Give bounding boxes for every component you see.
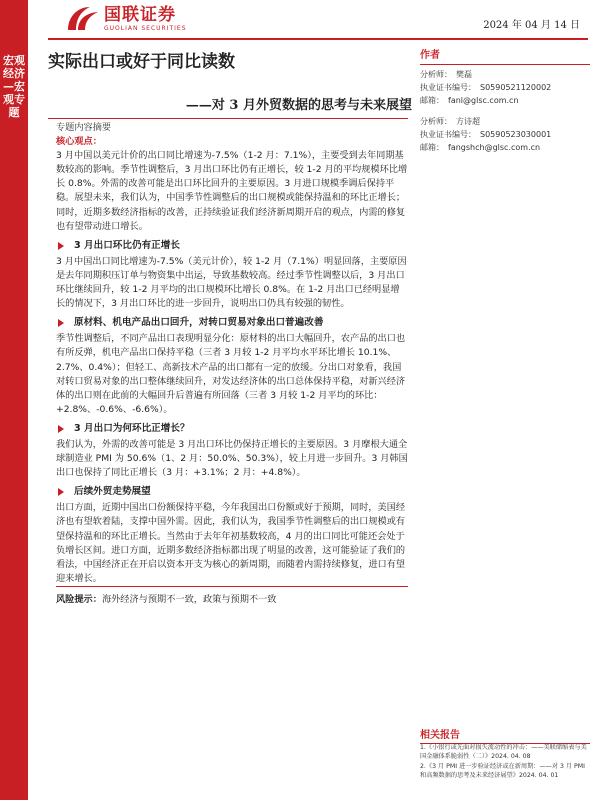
core-view-paragraph: 3 月中国以美元计价的出口同比增速为-7.5%（1-2 月：7.1%），主要受到去年同期基数较高的影响。季节性调整后，3 月出口环比仍有正增长，较 1-2 月的平均规模环比增长 0.8%。外需的改善可能是出口环比回升的主要原因。3 月进口规模季调后保持平稳。展望未来，我们认为，中国季节性调整后的出口规模或能保持温和的环比正增长；同时，近期多数经济指标的改善，正持续验证我们经济新周期开启的观点，内需的修复也有望带动进口增长。 [56, 150, 408, 232]
triangle-bullet-icon [58, 488, 64, 496]
section-heading [56, 316, 408, 330]
section-heading-text: 原材料、机电产品出口回升，对转口贸易对象出口普遍改善 [74, 317, 324, 329]
cert-label: 执业证书编号： [420, 130, 476, 139]
analyst-label: 分析师： [420, 70, 452, 79]
cert-number: S0590521120002 [480, 83, 552, 92]
title-divider [48, 118, 408, 119]
triangle-bullet-icon [58, 425, 64, 433]
risk-label: 风险提示： [56, 593, 102, 605]
author-card [420, 115, 590, 154]
triangle-bullet-icon [58, 242, 64, 250]
section-body: 我们认为，外需的改善可能是 3 月出口环比仍保持正增长的主要原因。3 月摩根大通全球制造业 PMI 为 50.6%（1、2 月：50.0%、50.3%），较上月进一步回升。3 月韩国出口也保持了同比正增长（3 月：+3.1%；2 月：+4.8%）。 [56, 438, 408, 479]
sidebar-band [0, 0, 28, 800]
section-heading-text: 3 月出口为何环比正增长？ [74, 422, 190, 434]
author-email[interactable]: fanl@glsc.com.cn [448, 96, 519, 105]
risk-text: 海外经济与预期不一致，政策与预期不一致 [101, 593, 277, 605]
report-header [48, 0, 588, 40]
section-heading [56, 422, 408, 436]
sidebar-category: 宏观经济—宏观专题 [3, 54, 25, 119]
author-card [420, 68, 590, 107]
logo-english-name: GUOLIAN SECURITIES [104, 24, 187, 32]
related-reports-list [420, 743, 592, 781]
triangle-bullet-icon [58, 319, 64, 327]
abstract-label: 专题内容摘要 [56, 122, 112, 133]
related-reports-heading: 相关报告 [420, 726, 590, 744]
logo-chinese-name: 国联证券 [104, 4, 176, 25]
authors-heading: 作者 [420, 46, 590, 65]
report-subtitle: ——对 3 月外贸数据的思考与未来展望 [185, 98, 412, 113]
report-date: 2024 年 04 月 14 日 [483, 20, 580, 31]
analyst-label: 分析师： [420, 117, 452, 126]
company-logo [66, 4, 187, 32]
section-heading-text: 3 月出口环比仍有正增长 [74, 239, 180, 251]
authors-panel [420, 46, 590, 154]
section-heading [56, 485, 408, 499]
author-email[interactable]: fangshch@glsc.com.cn [448, 143, 541, 152]
guolian-logo-icon [66, 4, 100, 32]
risk-warning [56, 586, 408, 607]
section-heading [56, 239, 408, 253]
section-body: 季节性调整后，不同产品出口表现明显分化：原材料的出口大幅回升，农产品的出口也有所反弹，机电产品出口保持平稳（三者 3 月较 1-2 月平均水平环比增长 10.1%、2.7%、0.4%）；但轻工、高新技术产品的出口都有一定的放缓。分出口对象看，我国对转口贸易对象的出口整体继续回升，对发达经济体的出口总体保持平稳，对新兴经济体的出口则在此前的大幅回升后普遍有所回落（三者 3 月较 1-2 月平均的环比：+2.8%、-0.6%、-6.6%）。 [56, 333, 406, 415]
report-title: 实际出口或好于同比读数 [48, 52, 235, 72]
main-content [56, 121, 408, 607]
related-report-item[interactable]: 2.《3 月 PMI 进一步验证经济或在新周期：——对 3 月 PMI 和高频数据的思考及未来经济展望》2024. 04. 01 [420, 762, 585, 780]
core-view-label: 核心观点： [56, 136, 102, 148]
cert-label: 执业证书编号： [420, 83, 476, 92]
analyst-name: 樊磊 [456, 70, 472, 79]
cert-number: S0590523030001 [480, 130, 552, 139]
email-label: 邮箱： [420, 143, 444, 152]
email-label: 邮箱： [420, 96, 444, 105]
section-heading-text: 后续外贸走势展望 [74, 486, 151, 498]
section-body: 3 月中国出口同比增速为-7.5%（美元计价），较 1-2 月（7.1%）明显回落，主要原因是去年同期积压订单与物资集中出运，导致基数较高。经过季节性调整以后，3 月出口环比继续回升，较 1-2 月平均的出口规模环比增长 0.8%。在 1-2 月出口已经明显增长的情况下，3 月出口环比的进一步回升，说明出口仍具有较强的韧性。 [56, 255, 407, 310]
section-body: 出口方面，近期中国出口份额保持平稳，今年我国出口份额或好于预期，同时，美国经济也有望软着陆，支撑中国外需。因此，我们认为，我国季节性调整后的出口规模或有望保持温和的环比正增长。当然由于去年年初基数较高，4 月的出口同比可能还会处于负增长区间。进口方面，近期多数经济指标都出现了明显的改善，这可能验证了我们的看法，中国经济正在开启以资本开支为核心的新周期，而随着内需持续修复，进口有望迎来增长。 [56, 502, 406, 584]
analyst-name: 方诗超 [456, 117, 480, 126]
related-report-item[interactable]: 1.《小银行或先面对损失流动性的冲击：——美联储缩表与美国金融体系脆弱性（二）》2024. 04. 08 [420, 744, 587, 761]
